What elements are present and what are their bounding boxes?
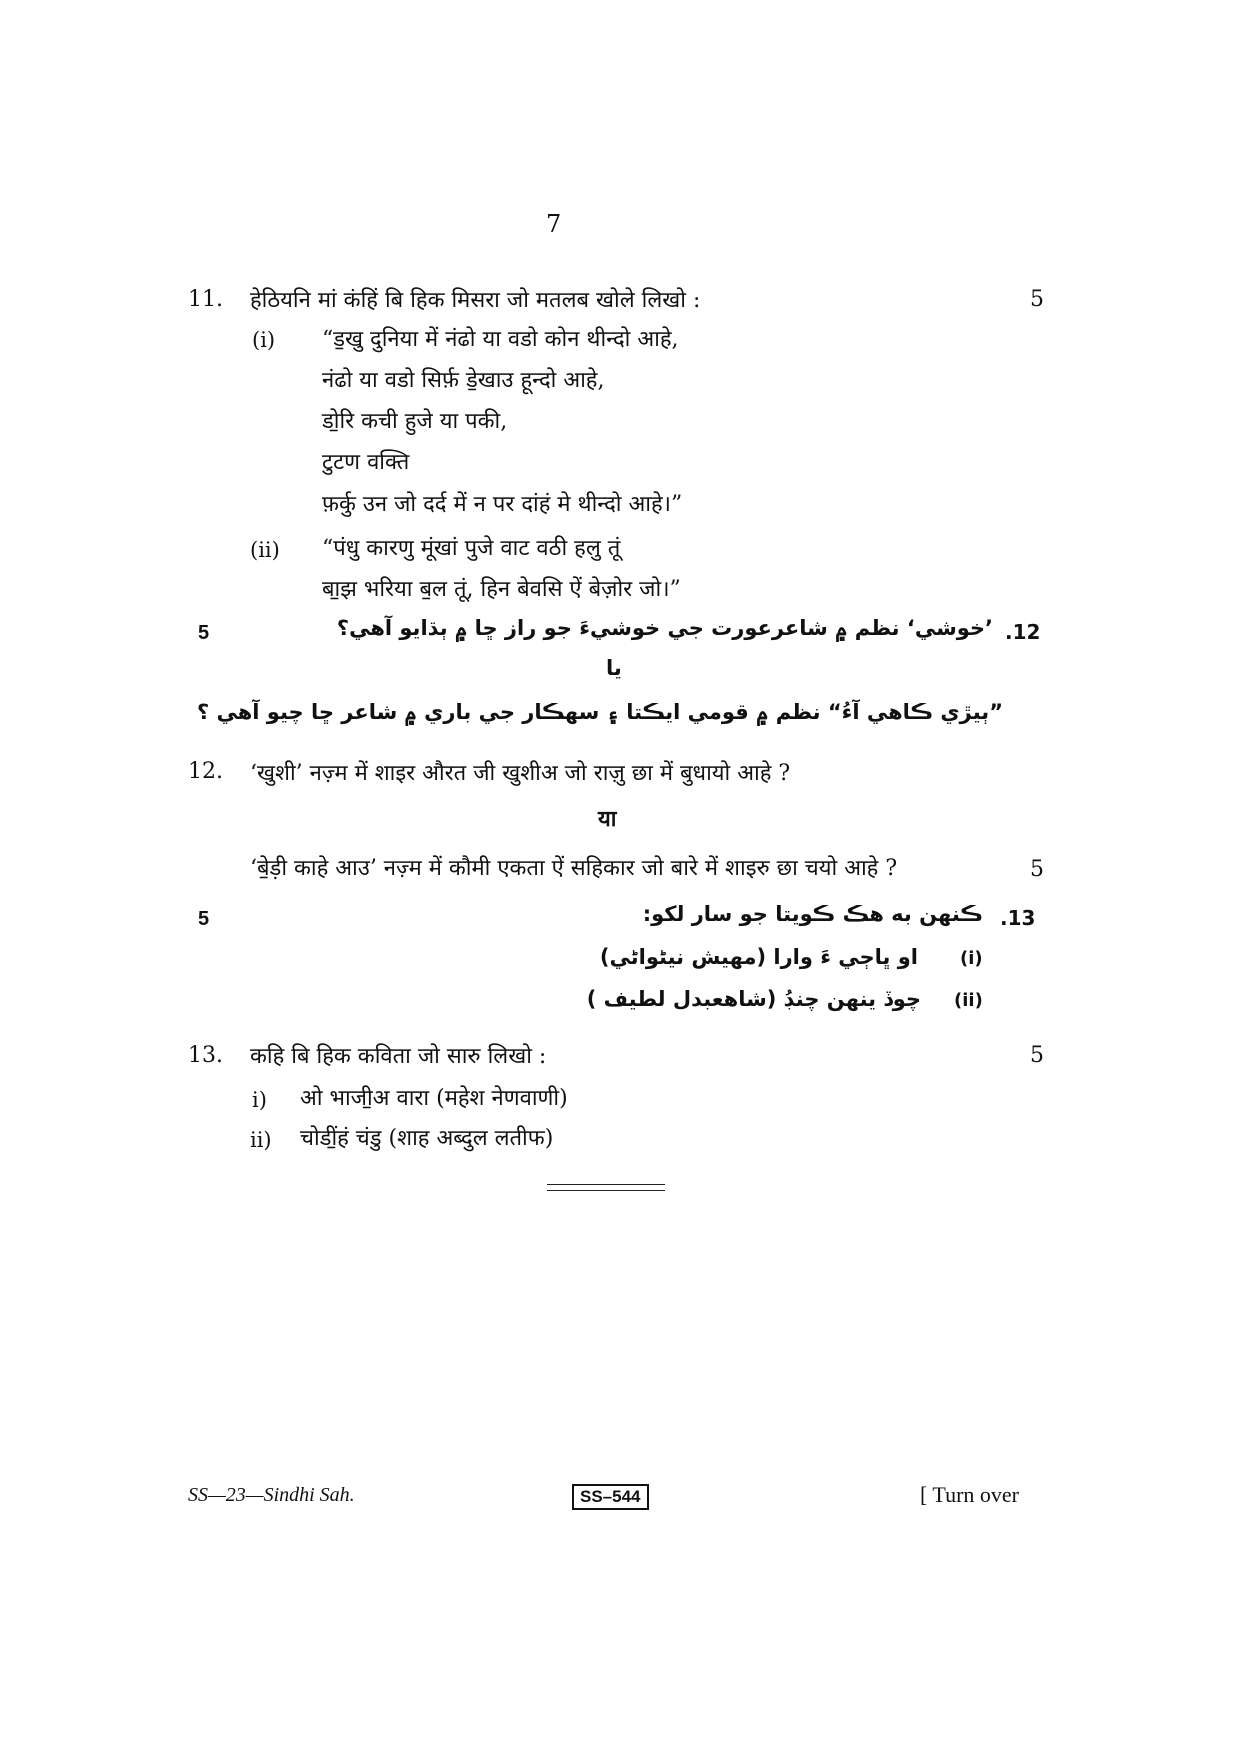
q13-sindhi-option-ii-label: (ii) bbox=[954, 990, 983, 1011]
q11-option-i-line: “ड॒खु दुनिया में नंढो या वडो कोन थीन्दो आहे, bbox=[322, 327, 679, 352]
q12-sindhi-marks: 5 bbox=[198, 622, 210, 644]
q13-sindhi-option-i-text: او ڀاڄي ءَ وارا (مهيش نيڻواڻي) bbox=[599, 945, 918, 969]
q11-text: हेठियनि मां कंहिं बि हिक मिसरा जो मतलब खोले लिखो : bbox=[250, 288, 701, 313]
q13-sindhi-option-ii-text: چوڏ ينهن چنڊُ (شاهعبدل لطيف ) bbox=[586, 987, 921, 1011]
q12-sindhi-alt-text: ”ٻيڙي ڪاهي آءُ“ نظم ۾ قومي ايڪتا ۽ سهڪار جي باري ۾ شاعر ڇا چيو آهي ؟ bbox=[196, 700, 1003, 724]
q11-option-i-line: डो॒रि कची हुजे या पकी, bbox=[322, 409, 508, 434]
q13-option-i-text: ओ भाजी॒अ वारा (महेश नेणवाणी) bbox=[300, 1086, 568, 1111]
footer-paper-code: SS—23—Sindhi Sah. bbox=[188, 1484, 355, 1506]
q11-option-i-line: फ़र्कु उन जो दर्द में न पर दांहं मे थीन्दो आहे।” bbox=[322, 492, 683, 517]
footer-turn-over: [ Turn over bbox=[920, 1482, 1020, 1507]
q12-or: या bbox=[598, 806, 617, 832]
q13-sindhi-number: .13 bbox=[1000, 906, 1036, 930]
q13-text: कहि बि हिक कविता जो सारु लिखो : bbox=[250, 1044, 547, 1069]
q12-alt-text: ‘बे॒ड़ी काहे आउ’ नज़्म में कौमी एकता ऐं सहिकार जो बारे में शाइरु छा चयो आहे ? bbox=[250, 856, 898, 881]
q13-sindhi-option-i-label: (i) bbox=[960, 948, 983, 969]
q12-number: 12. bbox=[188, 759, 223, 784]
q11-option-ii-line: बा॒झ भरिया ब॒ल तूं, हिन बेवसि ऐं बेज़ोर जो।” bbox=[322, 577, 681, 602]
q11-option-i-line: नंढो या वडो सिर्फ़ डे॒खाउ हून्दो आहे, bbox=[322, 368, 605, 393]
end-rule bbox=[547, 1184, 665, 1185]
q11-option-i-line: टुटण वक्ति bbox=[322, 450, 410, 475]
q12-sindhi-number: .12 bbox=[1005, 620, 1041, 644]
q13-option-ii-text: चोडीं॒हं चंडु (शाह अब्दुल लतीफ) bbox=[300, 1126, 554, 1151]
q11-option-ii-label: (ii) bbox=[250, 538, 280, 562]
q13-sindhi-text: ڪنهن به هڪ ڪويتا جو سار لکو: bbox=[642, 902, 983, 926]
q13-option-i-label: i) bbox=[252, 1088, 267, 1112]
q13-sindhi-marks: 5 bbox=[198, 908, 210, 930]
q11-marks: 5 bbox=[1030, 287, 1044, 312]
footer-series-code: SS–544 bbox=[572, 1484, 649, 1510]
q11-option-i-label: (i) bbox=[252, 328, 276, 352]
q12-text: ‘खुशी’ नज़्म में शाइर औरत जी खुशीअ जो राज़ु छा में बुधायो आहे ? bbox=[250, 761, 791, 786]
q13-option-ii-label: ii) bbox=[250, 1128, 272, 1152]
q12-marks: 5 bbox=[1030, 857, 1044, 882]
q13-marks: 5 bbox=[1030, 1043, 1044, 1068]
end-rule bbox=[547, 1190, 665, 1191]
q12-sindhi-text: ’خوشي‘ نظم ۾ شاعرعورت جي خوشيءَ جو راز ڇا ۾ ٻڌايو آهي؟ bbox=[336, 616, 993, 640]
q12-sindhi-or: يا bbox=[606, 656, 622, 680]
page-number: 7 bbox=[546, 210, 562, 238]
q13-number: 13. bbox=[188, 1043, 223, 1068]
q11-number: 11. bbox=[188, 287, 223, 312]
q11-option-ii-line: “पंधु कारणु मूंखां पुजे वाट वठी हलु तूं bbox=[322, 536, 621, 561]
